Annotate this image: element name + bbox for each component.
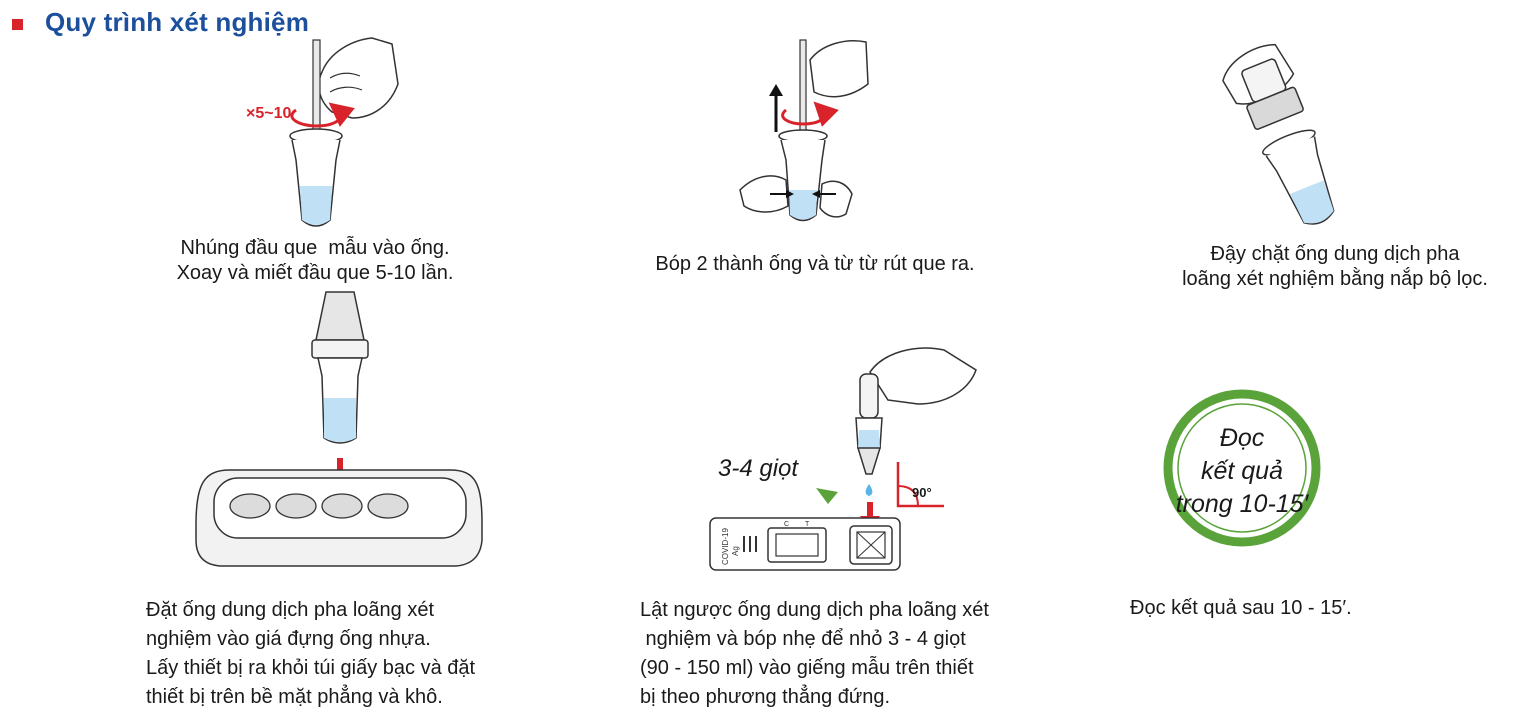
- window-label-c: C: [784, 521, 790, 528]
- badge-line-2: kết quả: [1200, 457, 1284, 485]
- step6-caption-line: Đọc kết quả sau 10 - 15′.: [1130, 597, 1352, 619]
- badge-line-1: Đọc: [1219, 424, 1265, 452]
- step2-caption: [630, 252, 1000, 277]
- step6-caption: [1130, 596, 1430, 621]
- step2-caption-line: Bóp 2 thành ống và từ từ rút que ra.: [655, 253, 975, 275]
- step4-caption: [146, 596, 546, 712]
- step4-caption-line: thiết bị trên bề mặt phẳng và khô.: [146, 686, 443, 708]
- step2-illustration: [740, 40, 868, 221]
- rotation-count-label: ×5~10: [246, 105, 292, 122]
- step1-caption-line: Nhúng đầu que mẫu vào ống.: [180, 237, 450, 259]
- step3-caption-line: Đậy chặt ống dung dịch pha: [1210, 243, 1460, 265]
- step1-caption: [150, 236, 480, 286]
- section-title: Quy trình xét nghiệm: [45, 6, 310, 37]
- step1-caption-line: Xoay và miết đầu que 5-10 lần.: [176, 262, 454, 284]
- badge-line-3: trong 10-15′: [1175, 490, 1309, 518]
- device-sublabel: Ag: [731, 546, 740, 556]
- step1-illustration: [290, 38, 398, 226]
- step3-caption: [1150, 242, 1520, 292]
- step5-caption: [640, 596, 1040, 712]
- step4-caption-line: nghiệm vào giá đựng ống nhựa.: [146, 628, 431, 650]
- step5-caption-line: nghiệm và bóp nhẹ để nhỏ 3 - 4 giọt: [640, 628, 966, 650]
- step5-caption-line: bị theo phương thẳng đứng.: [640, 686, 891, 708]
- drops-label: 3-4 giọt: [718, 455, 799, 482]
- step3-caption-line: loãng xét nghiệm bằng nắp bộ lọc.: [1182, 268, 1488, 290]
- step3-illustration: [1216, 39, 1349, 236]
- step4-caption-line: Đặt ống dung dịch pha loãng xét: [146, 599, 434, 621]
- window-label-t: T: [805, 521, 810, 528]
- step5-caption-line: (90 - 150 ml) vào giếng mẫu trên thiết: [640, 657, 974, 679]
- step4-caption-line: Lấy thiết bị ra khỏi túi giấy bạc và đặt: [146, 657, 476, 679]
- step5-caption-line: Lật ngược ống dung dịch pha loãng xét: [640, 599, 989, 621]
- angle-label: 90°: [912, 485, 932, 500]
- step4-illustration: [196, 292, 482, 566]
- device-label: COVID-19: [721, 528, 730, 565]
